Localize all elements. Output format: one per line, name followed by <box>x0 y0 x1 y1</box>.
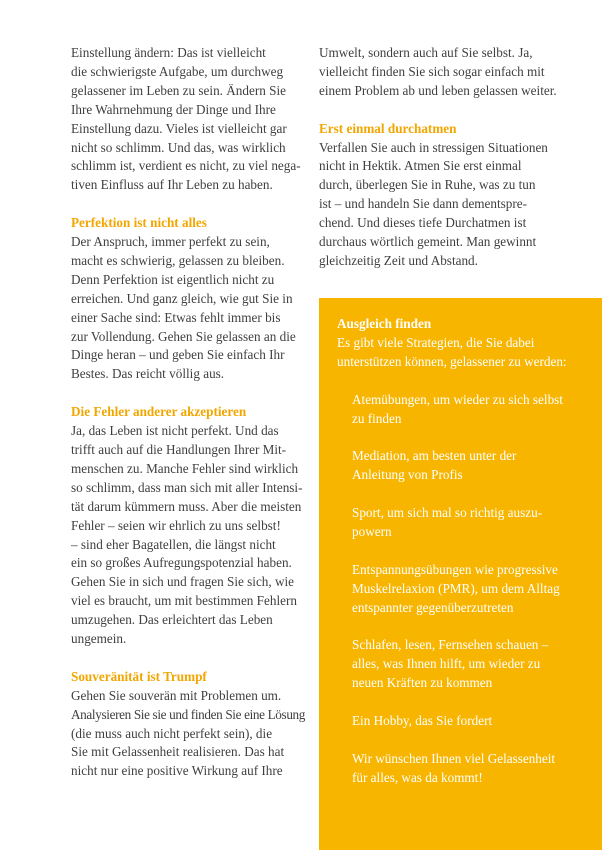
text-line: zur Vollendung. Gehen Sie gelassen an die <box>71 328 296 344</box>
text-line: chend. Und dieses tiefe Durchatmen ist <box>319 215 527 231</box>
text-line: (die muss auch nicht perfekt sein), die <box>71 725 273 741</box>
text-line: Umwelt, sondern auch auf Sie selbst. Ja, <box>319 45 533 60</box>
text-line: Anleitung von Profis <box>352 467 463 483</box>
text-line: erreichen. Und ganz gleich, wie gut Sie in <box>71 290 293 306</box>
text-line: einer Sache sind: Etwas fehlt immer bis <box>71 309 281 325</box>
text-line: macht es schwierig, gelassen zu bleiben. <box>71 252 285 268</box>
text-line: Atemübungen, um wieder zu sich selbst <box>352 391 563 407</box>
text-line: Sie mit Gelassenheit realisieren. Das hat <box>71 744 285 760</box>
right-column <box>319 44 557 290</box>
list-item <box>337 391 587 429</box>
continuation-paragraph <box>319 44 557 101</box>
text-line: ungemein. <box>71 631 127 647</box>
text-line: viel es braucht, um mit bestimmen Fehlern <box>71 593 297 609</box>
text-line: Fehler – seien wir ehrlich zu uns selbst! <box>71 517 281 533</box>
left-column <box>71 44 307 800</box>
list-item <box>337 636 587 693</box>
section-heading: Erst einmal durchatmen <box>319 120 457 136</box>
text-line: so schlimm, dass man sich mit aller Intensi- <box>71 479 303 495</box>
section-heading: Souveränität ist Trumpf <box>71 668 207 684</box>
text-line: Gehen Sie souverän mit Problemen um. <box>71 687 282 703</box>
text-line: Analysieren Sie sie und finden Sie eine Lösung <box>71 706 306 722</box>
strategy-list <box>337 391 587 788</box>
text-line: Der Anspruch, immer perfekt zu sein, <box>71 234 270 250</box>
text-line: Verfallen Sie auch in stressigen Situationen <box>319 139 548 155</box>
text-line: Wir wünschen Ihnen viel Gelassenheit <box>352 750 556 766</box>
text-line: nicht so schlimm. Und das, was wirklich <box>71 139 286 155</box>
text-line: Schlafen, lesen, Fernsehen schauen – <box>352 637 549 653</box>
text-line: vielleicht finden Sie sich sogar einfach mit <box>319 63 545 79</box>
text-line: Einstellung ändern: Das ist vielleicht <box>71 45 266 60</box>
text-line: die schwierigste Aufgabe, um durchweg <box>71 63 284 79</box>
text-line: umzugehen. Das erleichtert das Leben <box>71 612 273 628</box>
text-line: Muskelrelaxion (PMR), um dem Alltag <box>352 580 560 596</box>
section-perfektion <box>71 214 307 384</box>
list-item <box>337 504 587 542</box>
text-line: entspannter gegenüberzutreten <box>352 599 514 615</box>
info-box-title: Ausgleich finden <box>337 316 432 331</box>
text-line: gleichzeitig Zeit und Abstand. <box>319 252 478 268</box>
list-item <box>337 561 587 618</box>
section-durchatmen <box>319 120 551 271</box>
text-line: Mediation, am besten unter der <box>352 448 517 464</box>
text-line: durchaus wörtlich gemeint. Man gewinnt <box>319 234 537 250</box>
text-line: powern <box>352 523 392 539</box>
section-souveraenitaet <box>71 668 307 781</box>
text-line: alles, was Ihnen hilft, um wieder zu <box>352 656 541 672</box>
list-item <box>337 750 587 788</box>
section-heading: Die Fehler anderer akzeptieren <box>71 404 247 420</box>
text-line: durch, überlegen Sie in Ruhe, was zu tun <box>319 177 536 193</box>
text-line: menschen zu. Manche Fehler sind wirklich <box>71 460 299 476</box>
text-line: nicht in Hektik. Atmen Sie erst einmal <box>319 158 522 174</box>
info-box-ausgleich <box>319 298 602 850</box>
text-line: tät darum kümmern muss. Aber die meisten <box>71 498 302 514</box>
text-line: trifft auch auf die Handlungen Ihrer Mit- <box>71 442 287 457</box>
section-heading: Perfektion ist nicht alles <box>71 215 207 231</box>
text-line: Es gibt viele Strategien, die Sie dabei <box>337 334 535 350</box>
text-line: Sport, um sich mal so richtig auszu- <box>352 505 543 521</box>
text-line: unterstützen können, gelassener zu werden: <box>337 353 567 369</box>
text-line: – sind eher Bagatellen, die längst nicht <box>71 536 276 552</box>
text-line: Ja, das Leben ist nicht perfekt. Und das <box>71 423 279 439</box>
text-line: nicht nur eine positive Wirkung auf Ihre <box>71 763 283 779</box>
text-line: ist – und handeln Sie dann dementspre- <box>319 196 528 212</box>
text-line: neuen Kräften zu kommen <box>352 675 493 691</box>
text-line: Ein Hobby, das Sie fordert <box>352 712 493 728</box>
info-box-intro <box>337 334 587 372</box>
text-line: gelassener im Leben zu sein. Ändern Sie <box>71 82 286 98</box>
text-line: einem Problem ab und leben gelassen weiter. <box>319 82 557 98</box>
text-line: Dinge heran – und geben Sie einfach Ihr <box>71 347 285 363</box>
text-line: zu finden <box>352 410 402 426</box>
info-box-content <box>337 315 587 788</box>
text-line: Entspannungsübungen wie progressive <box>352 561 558 577</box>
text-line: tiven Einfluss auf Ihr Leben zu haben. <box>71 177 273 193</box>
text-line: Bestes. Das reicht völlig aus. <box>71 366 225 382</box>
list-item <box>337 447 587 485</box>
section-fehler <box>71 403 307 649</box>
text-line: Denn Perfektion ist eigentlich nicht zu <box>71 271 275 287</box>
text-line: schlimm ist, verdient es nicht, zu viel nega- <box>71 158 301 174</box>
text-line: Gehen Sie in sich und fragen Sie sich, wie <box>71 574 295 590</box>
list-item <box>337 712 587 731</box>
text-line: ein so großes Aufregungspotenzial haben. <box>71 555 292 571</box>
text-line: für alles, was da kommt! <box>352 769 483 785</box>
intro-paragraph <box>71 44 307 195</box>
text-line: Einstellung dazu. Vieles ist vielleicht gar <box>71 120 287 136</box>
text-line: Ihre Wahrnehmung der Dinge und Ihre <box>71 101 276 117</box>
